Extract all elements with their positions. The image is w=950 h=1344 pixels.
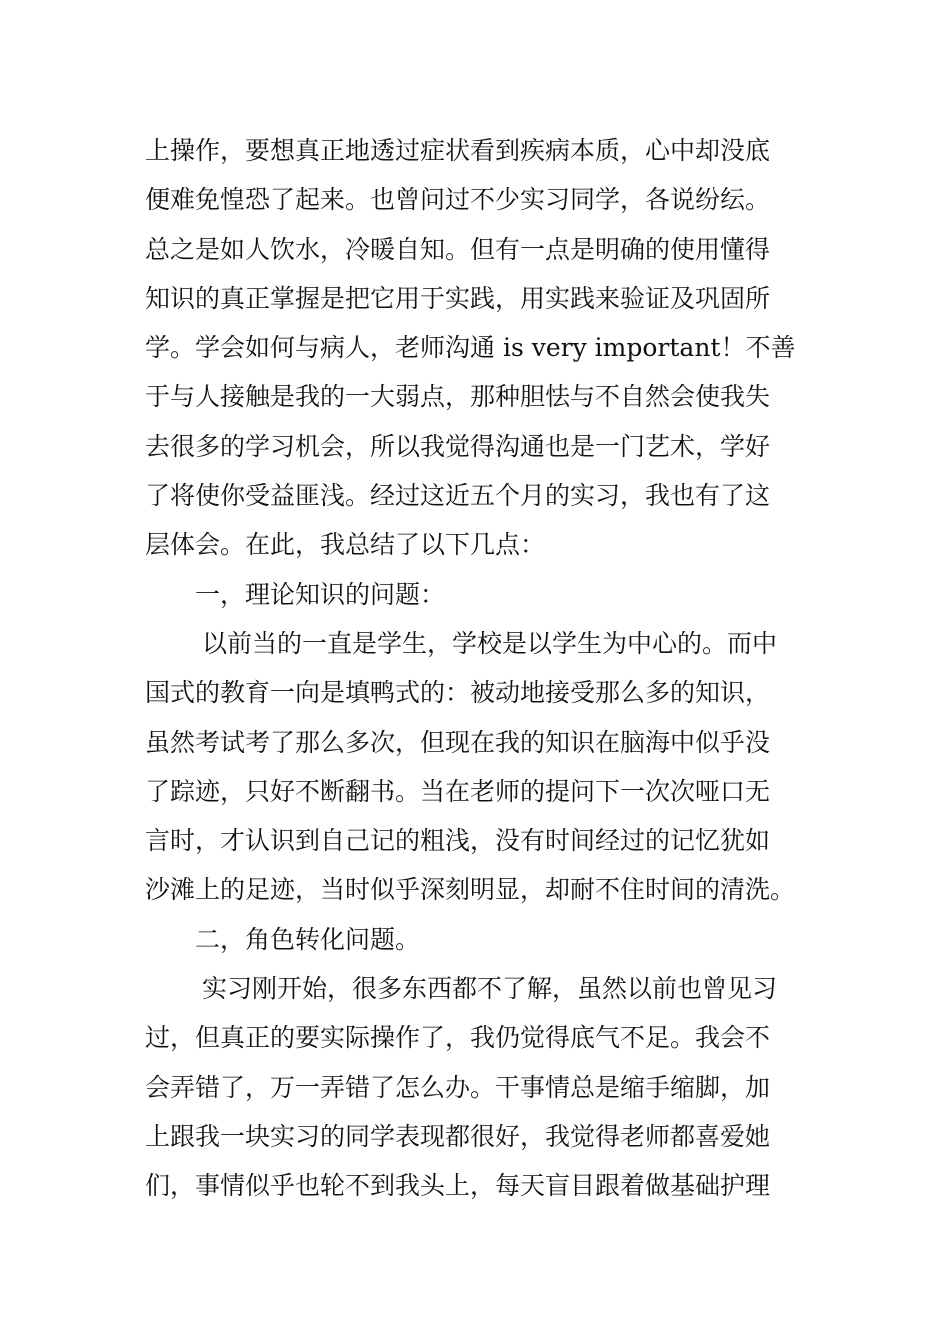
text-line: 去很多的学习机会，所以我觉得沟通也是一门艺术，学好 bbox=[145, 431, 771, 461]
section-heading-role: 二，角色转化问题。 bbox=[195, 924, 421, 954]
paragraph-start-line: 实习刚开始，很多东西都不了解，虽然以前也曾见习 bbox=[202, 974, 778, 1004]
text-line: 层体会。在此，我总结了以下几点： bbox=[145, 530, 546, 560]
text-line: 会弄错了，万一弄错了怎么办。干事情总是缩手缩脚，加 bbox=[145, 1072, 771, 1102]
text-line: 沙滩上的足迹，当时似乎深刻明显，却耐不住时间的清洗。 bbox=[145, 875, 796, 905]
text-line: 便难免惶恐了起来。也曾问过不少实习同学，各说纷纭。 bbox=[145, 185, 771, 215]
paragraph-start-line: 以前当的一直是学生，学校是以学生为中心的。而中 bbox=[202, 628, 778, 658]
text-line: 上操作，要想真正地透过症状看到疾病本质，心中却没底 bbox=[145, 136, 771, 165]
text-line: 了将使你受益匪浅。经过这近五个月的实习，我也有了这 bbox=[145, 481, 771, 511]
text-line: 言时，才认识到自己记的粗浅，没有时间经过的记忆犹如 bbox=[145, 826, 771, 856]
body-text bbox=[145, 126, 810, 1211]
text-line: 于与人接触是我的一大弱点，那种胆怯与不自然会使我失 bbox=[145, 382, 771, 412]
text-line: 总之是如人饮水，冷暖自知。但有一点是明确的使用懂得 bbox=[145, 234, 771, 264]
text-line: 过，但真正的要实际操作了，我仍觉得底气不足。我会不 bbox=[145, 1023, 771, 1053]
text-line: 虽然考试考了那么多次，但现在我的知识在脑海中似乎没 bbox=[145, 727, 771, 757]
section-heading-theory: 一，理论知识的问题： bbox=[195, 579, 446, 609]
text-line: 了踪迹，只好不断翻书。当在老师的提问下一次次哑口无 bbox=[145, 776, 771, 806]
text-line: 知识的真正掌握是把它用于实践，用实践来验证及巩固所 bbox=[145, 283, 771, 313]
text-line: 上跟我一块实习的同学表现都很好，我觉得老师都喜爱她 bbox=[145, 1121, 771, 1151]
text-line: 学。学会如何与病人，老师沟通 is very important！不善 bbox=[145, 333, 796, 363]
text-line: 们，事情似乎也轮不到我头上，每天盲目跟着做基础护理 bbox=[145, 1171, 771, 1201]
text-line: 国式的教育一向是填鸭式的：被动地接受那么多的知识， bbox=[145, 678, 771, 708]
